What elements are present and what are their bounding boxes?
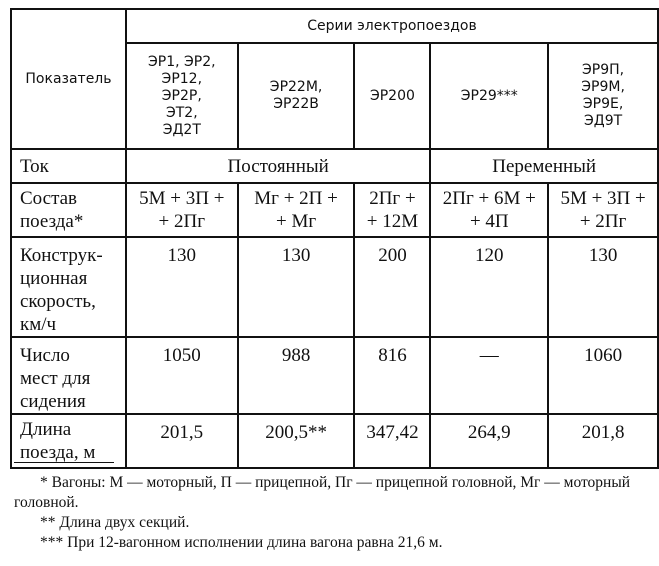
series-header-er1: ЭР1, ЭР2, ЭР12, ЭР2Р, ЭТ2, ЭД2Т	[126, 43, 238, 149]
composition-cell: 5М + 3П + + 2Пг	[548, 183, 658, 237]
indicator-header: Показатель	[11, 9, 126, 149]
composition-cell: 5М + 3П + + 2Пг	[126, 183, 238, 237]
seats-cell: 988	[238, 337, 355, 414]
footnote-divider	[14, 462, 114, 463]
speed-cell: 130	[238, 237, 355, 337]
composition-cell: 2Пг + 6М + + 4П	[430, 183, 548, 237]
length-cell: 201,5	[126, 414, 238, 468]
series-header-er29: ЭР29***	[430, 43, 548, 149]
speed-cell: 200	[354, 237, 430, 337]
composition-cell: 2Пг + + 12М	[354, 183, 430, 237]
seats-cell: —	[430, 337, 548, 414]
seats-cell: 1050	[126, 337, 238, 414]
seats-label: Число мест для сидения	[11, 337, 126, 414]
series-header-er22: ЭР22М, ЭР22В	[238, 43, 355, 149]
length-cell: 347,42	[354, 414, 430, 468]
speed-label: Конструк- ционная скорость, км/ч	[11, 237, 126, 337]
seats-cell: 1060	[548, 337, 658, 414]
speed-cell: 130	[548, 237, 658, 337]
length-cell: 264,9	[430, 414, 548, 468]
composition-cell: Мг + 2П + + Мг	[238, 183, 355, 237]
series-header-er200: ЭР200	[354, 43, 430, 149]
footnote-er29-length: *** При 12-вагонном исполнении длина вагона равна 21,6 м.	[40, 534, 443, 551]
series-header-er9: ЭР9П, ЭР9М, ЭР9Е, ЭД9Т	[548, 43, 658, 149]
current-alternating: Переменный	[430, 149, 658, 183]
footnotes	[14, 462, 654, 553]
current-label: Ток	[11, 149, 126, 183]
length-label: Длина поезда, м	[11, 414, 126, 468]
series-group-header: Серии электропоездов	[126, 9, 658, 43]
current-direct: Постоянный	[126, 149, 430, 183]
seats-cell: 816	[354, 337, 430, 414]
length-cell: 200,5**	[238, 414, 355, 468]
speed-cell: 130	[126, 237, 238, 337]
composition-label: Состав поезда*	[11, 183, 126, 237]
length-cell: 201,8	[548, 414, 658, 468]
footnote-two-sections: ** Длина двух секций.	[40, 514, 190, 531]
speed-cell: 120	[430, 237, 548, 337]
footnote-wagons: * Вагоны: М — моторный, П — прицепной, Пг — прицепной головной, Мг — моторный головной.	[14, 474, 631, 511]
train-series-table	[10, 8, 659, 469]
